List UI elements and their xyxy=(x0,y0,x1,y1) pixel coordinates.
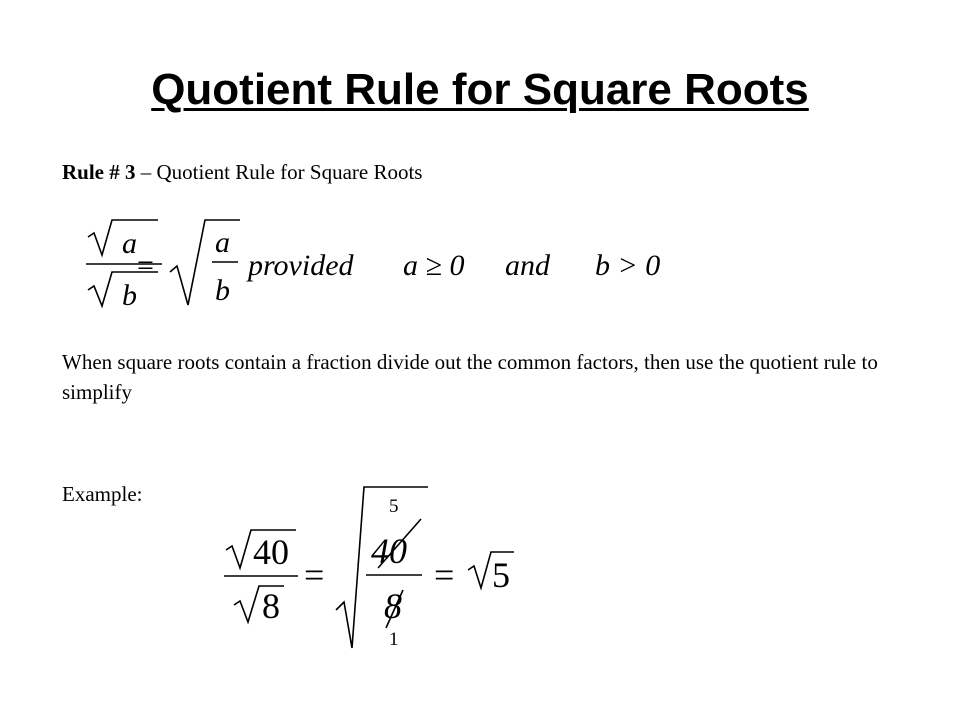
condition-a: a ≥ 0 xyxy=(403,249,465,282)
example-text xyxy=(253,496,510,650)
example-result: 5 xyxy=(492,555,510,595)
example-numerator: 40 xyxy=(253,532,289,572)
cancelled-denominator-result: 1 xyxy=(389,629,399,650)
equals-sign: = xyxy=(137,249,154,282)
equals-sign: = xyxy=(434,555,455,595)
condition-b: b > 0 xyxy=(595,249,661,282)
inner-denominator-variable: b xyxy=(215,274,230,307)
rule-name: Quotient Rule for Square Roots xyxy=(156,160,423,184)
rule-number: Rule # 3 xyxy=(62,160,136,184)
denominator-variable: b xyxy=(122,279,137,312)
explanation-paragraph: When square roots contain a fraction divide out the common factors, then use the quotient rule to simplify xyxy=(62,350,878,404)
provided-word: provided xyxy=(248,249,354,282)
inner-denominator: 8 xyxy=(384,586,402,626)
numerator-variable: a xyxy=(122,227,137,260)
equals-sign: = xyxy=(304,555,325,595)
example-denominator: 8 xyxy=(262,586,280,626)
inner-numerator-variable: a xyxy=(215,226,230,259)
rule-dash: – xyxy=(135,160,157,184)
example-label: Example: xyxy=(62,482,143,506)
inner-numerator: 40 xyxy=(371,531,407,571)
and-word: and xyxy=(505,249,550,282)
quotient-rule-text xyxy=(122,226,660,312)
cancelled-numerator-result: 5 xyxy=(389,496,399,517)
slide-title-text: Quotient Rule for Square Roots xyxy=(151,65,809,114)
